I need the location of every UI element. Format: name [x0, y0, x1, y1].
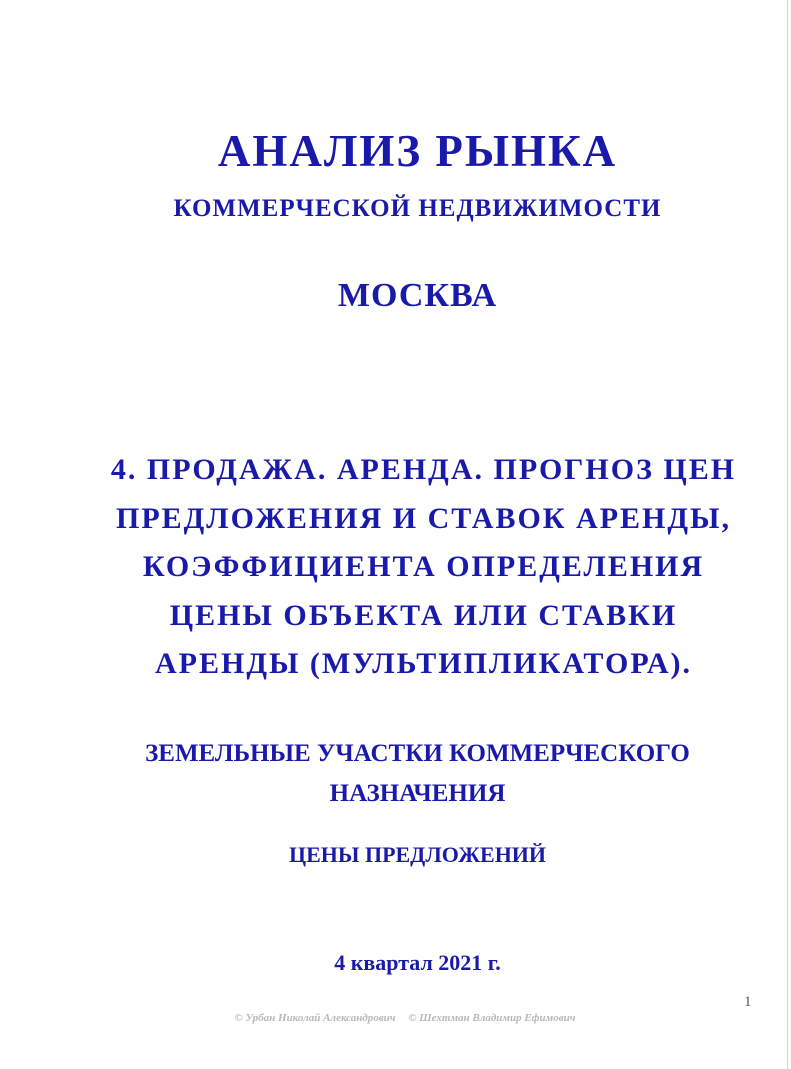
city-heading: МОСКВА — [337, 277, 498, 314]
page-number: 1 — [744, 994, 752, 1010]
section-heading-line: АРЕНДЫ (МУЛЬТИПЛИКАТОРА). — [155, 647, 692, 680]
period-label: 4 квартал 2021 г. — [334, 950, 501, 975]
prices-label: ЦЕНЫ ПРЕДЛОЖЕНИЙ — [288, 842, 547, 867]
copyright-author-1: © Урбан Николай Александрович — [234, 1012, 396, 1024]
document-subtitle: КОММЕРЧЕСКОЙ НЕДВИЖИМОСТИ — [173, 195, 662, 222]
document-title: АНАЛИЗ РЫНКА — [217, 126, 618, 176]
copyright-author-2: © Шехтман Владимир Ефимович — [408, 1012, 576, 1024]
section-heading-line: ЦЕНЫ ОБЪЕКТА ИЛИ СТАВКИ — [169, 598, 678, 632]
copyright-footer — [0, 1012, 791, 1024]
land-heading-line: ЗЕМЕЛЬНЫЕ УЧАСТКИ КОММЕРЧЕСКОГО — [145, 740, 690, 767]
land-heading-line: НАЗНАЧЕНИЯ — [329, 780, 506, 807]
section-heading-line: 4. ПРОДАЖА. АРЕНДА. ПРОГНОЗ ЦЕН — [110, 453, 737, 486]
section-heading-line: ПРЕДЛОЖЕНИЯ И СТАВОК АРЕНДЫ, — [116, 501, 731, 535]
section-heading — [28, 446, 791, 689]
land-heading — [22, 734, 791, 814]
section-heading-line: КОЭФФИЦИЕНТА ОПРЕДЕЛЕНИЯ — [142, 550, 705, 583]
